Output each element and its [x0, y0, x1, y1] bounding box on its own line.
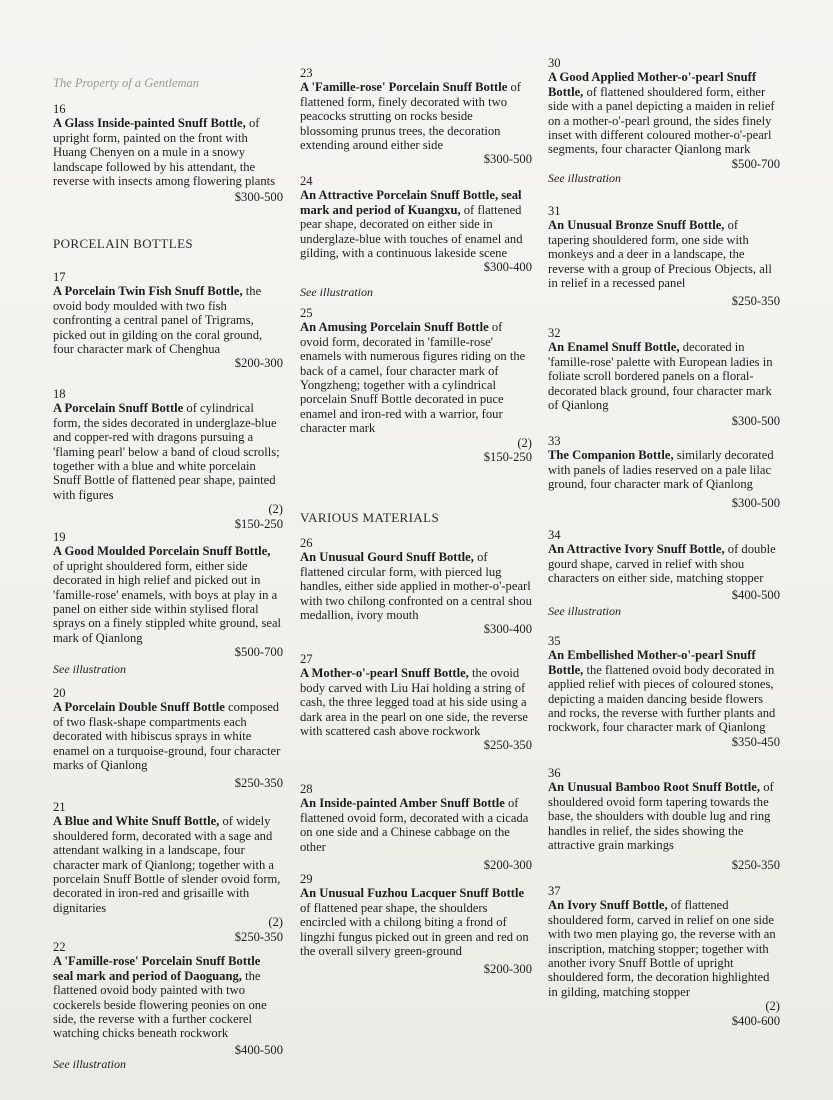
lot-title: A Porcelain Double Snuff Bottle — [53, 700, 225, 715]
lot-description: of tapering shouldered form, one side with monkeys and a deer in a landscape, the reverse with a group of Precious Objects, all in relief in a recessed panel — [548, 218, 772, 291]
lot-estimate: $150-250 — [234, 516, 283, 531]
section-heading-porcelain: PORCELAIN BOTTLES — [53, 236, 194, 251]
lot-number: 26 — [300, 536, 313, 550]
see-illustration-note: See illustration — [53, 661, 126, 676]
lot-26 — [300, 536, 532, 637]
lot-estimate: $500-700 — [234, 645, 283, 660]
lot-quantity: (2) — [268, 915, 283, 930]
lot-description: the ovoid body moulded with two fish confronting a central panel of Trigrams, picked out in gilding on the coral ground, four character mark of Chenghua — [53, 284, 263, 357]
lot-estimate: $250-350 — [731, 858, 780, 873]
lot-description: the flattened ovoid body decorated in applied relief with pieces of coloured stones, depicting a maiden dancing beside flowers and rocks, the reverse with further plants and rockwork, four character mark of Qianlong — [548, 662, 776, 735]
lot-number: 27 — [300, 652, 313, 666]
lot-estimate: $200-300 — [483, 858, 532, 873]
lot-title: An Amusing Porcelain Snuff Bottle — [300, 320, 489, 335]
lot-title: A Mother-o'-pearl Snuff Bottle, — [300, 666, 469, 681]
lot-estimate: $250-350 — [731, 294, 780, 309]
lot-number: 30 — [548, 56, 561, 70]
section-heading-various: VARIOUS MATERIALS — [300, 510, 440, 525]
lot-title: A Good Moulded Porcelain Snuff Bottle, — [53, 544, 271, 559]
lot-description: of ovoid form, decorated in 'famille-rose' enamels with numerous figures riding on the back of a camel, four character mark of Yongzheng; together with a cylindrical porcelain Snuff Bottle decorated in puce enamel and iron-red with a warrior, four character mark — [300, 320, 526, 436]
lot-number: 22 — [53, 940, 66, 954]
lot-title: A 'Famille-rose' Porcelain Snuff Bottle — [300, 80, 508, 95]
lot-description: of flattened ovoid form, decorated with a cicada on one side and a Chinese cabbage on the other — [300, 796, 529, 854]
lot-23 — [300, 66, 532, 167]
lot-number: 36 — [548, 766, 561, 780]
lot-estimate: $300-500 — [731, 414, 780, 429]
lot-title: A 'Famille-rose' Porcelain Snuff Bottle seal mark and period of Daoguang, — [53, 954, 261, 983]
lot-estimate: $150-250 — [483, 450, 532, 465]
lot-37 — [548, 884, 780, 1028]
lot-25 — [300, 306, 532, 464]
lot-title: An Attractive Ivory Snuff Bottle, — [548, 542, 725, 557]
lot-number: 28 — [300, 782, 313, 796]
lot-description: of shouldered ovoid form tapering towards the base, the shoulders with double lug and ring handles in relief, the sides showing the attractive grain markings — [548, 780, 774, 853]
lot-title: A Good Applied Mother-o'-pearl Snuff Bottle, — [548, 70, 757, 99]
lot-estimate: $300-400 — [483, 260, 532, 275]
lot-number: 16 — [53, 102, 66, 116]
lot-number: 20 — [53, 686, 66, 700]
lot-description: of upright form, painted on the front with Huang Chenyen on a mule in a snowy landscape followed by his attendant, the reverse with insects among flowering plants — [53, 116, 276, 189]
lot-title: A Blue and White Snuff Bottle, — [53, 814, 220, 829]
see-illustration-note: See illustration — [548, 604, 621, 619]
lot-title: An Unusual Gourd Snuff Bottle, — [300, 550, 474, 565]
lot-30 — [548, 56, 780, 186]
lot-estimate: $300-500 — [731, 495, 780, 510]
lot-33 — [548, 434, 780, 510]
lot-estimate: $250-350 — [234, 929, 283, 944]
lot-title: A Glass Inside-painted Snuff Bottle, — [53, 116, 246, 131]
lot-number: 37 — [548, 884, 561, 898]
lot-35 — [548, 634, 780, 749]
lot-description: of upright shouldered form, either side decorated in high relief and picked out in 'famille-rose' enamels, with boys at play in a panel on either side within stylised floral sprays on a finely stippled white ground, seal mark of Qianlong — [53, 558, 282, 645]
lot-estimate: $300-500 — [483, 152, 532, 167]
lot-number: 35 — [548, 634, 561, 648]
lot-29 — [300, 872, 532, 977]
lot-number: 18 — [53, 387, 66, 401]
lot-description: the ovoid body carved with Liu Hai holding a string of cash, the three legged toad at his side using a dark area in the pearl on one side, the reverse with scattered cash above rockwork — [300, 666, 528, 739]
lot-18 — [53, 387, 283, 531]
lot-34 — [548, 528, 780, 618]
lot-title: An Unusual Bronze Snuff Bottle, — [548, 218, 725, 233]
lot-estimate: $250-350 — [234, 776, 283, 791]
lot-21 — [53, 800, 283, 944]
lot-title: The Companion Bottle, — [548, 448, 674, 463]
lot-quantity: (2) — [268, 502, 283, 517]
lot-number: 34 — [548, 528, 561, 542]
lot-title: An Attractive Porcelain Snuff Bottle, seal mark and period of Kuangxu, — [300, 188, 522, 217]
lot-32 — [548, 326, 780, 429]
lot-number: 21 — [53, 800, 66, 814]
lot-title: An Enamel Snuff Bottle, — [548, 340, 680, 355]
lot-number: 19 — [53, 530, 66, 544]
lot-estimate: $300-500 — [234, 190, 283, 205]
lot-description: of flattened pear shape, decorated on either side in underglaze-blue with touches of enamel and gilding, with a continuous lakeside scene — [300, 202, 523, 261]
lot-estimate: $400-500 — [234, 1042, 283, 1057]
see-illustration-note: See illustration — [548, 171, 621, 186]
lot-estimate: $250-350 — [483, 738, 532, 753]
lot-quantity: (2) — [517, 435, 532, 450]
lot-title: An Embellished Mother-o'-pearl Snuff Bottle, — [548, 648, 756, 677]
lot-28 — [300, 782, 532, 872]
lot-24 — [300, 174, 532, 299]
lot-19 — [53, 530, 283, 676]
lot-number: 23 — [300, 66, 313, 80]
lot-description: of cylindrical form, the sides decorated in underglaze-blue and copper-red with dragons pursuing a 'flaming pearl' below a band of cloud scrolls; together with a blue and white porcelain Snuff Bottle of flattened pear shape, painted with figures — [53, 401, 280, 502]
lot-22 — [53, 940, 283, 1072]
lot-description: of double gourd shape, carved in relief with shou characters on either side, matching stopper — [548, 542, 776, 586]
lot-36 — [548, 766, 780, 873]
lot-description: the flattened ovoid body painted with two cockerels beside flowering peonies on one side, the reverse with a further cockerel watching chicks beneath rockwork — [53, 968, 267, 1041]
lot-title: An Unusual Bamboo Root Snuff Bottle, — [548, 780, 761, 795]
lot-description: of flattened shouldered form, either side with a panel depicting a maiden in relief on a mother-o'-pearl ground, the sides finely inset with different coloured mother-o'-pearl segments, four character Qianlong mark — [548, 84, 775, 157]
lot-number: 31 — [548, 204, 561, 218]
lot-description: decorated in 'famille-rose' palette with European ladies in foliate scroll bordered panels on a floral-decorated black ground, four character mark of Qianlong — [548, 340, 773, 413]
lot-27 — [300, 652, 532, 753]
lot-number: 29 — [300, 872, 313, 886]
lot-31 — [548, 204, 780, 309]
see-illustration-note: See illustration — [300, 284, 373, 299]
lot-estimate: $400-600 — [731, 1013, 780, 1028]
lot-20 — [53, 686, 283, 791]
lot-17 — [53, 270, 283, 371]
lot-description: composed of two flask-shape compartments each decorated with hibiscus sprays in white enamel on a turquoise-ground, four character marks of Qianlong — [53, 700, 281, 773]
lot-description: of flattened shouldered form, carved in relief on one side with two men playing go, the reverse with an inscription, matching stopper; together with another ivory Snuff Bottle of upright shouldered form, the decoration highlighted in gilding, matching stopper — [548, 898, 776, 999]
lot-title: An Inside-painted Amber Snuff Bottle — [300, 796, 505, 811]
lot-description: of flattened form, finely decorated with two peacocks strutting on rocks beside blossoming prunus trees, the decoration extending around either side — [300, 80, 521, 153]
lot-number: 17 — [53, 270, 66, 284]
lot-estimate: $300-400 — [483, 622, 532, 637]
lot-estimate: $500-700 — [731, 156, 780, 171]
see-illustration-note: See illustration — [53, 1057, 126, 1072]
lot-title: An Ivory Snuff Bottle, — [548, 898, 668, 913]
lot-description: of widely shouldered form, decorated with a sage and attendant walking in a landscape, four character mark of Qianlong; together with a porcelain Snuff Bottle of slender ovoid form, decorated in iron-red and grisaille with dignitaries — [53, 814, 281, 915]
lot-title: An Unusual Fuzhou Lacquer Snuff Bottle — [300, 886, 525, 901]
lot-number: 25 — [300, 306, 313, 320]
provenance-heading: The Property of a Gentleman — [53, 76, 200, 90]
lot-description: similarly decorated with panels of ladies reserved on a pale lilac ground, four character mark of Qianlong — [548, 448, 774, 492]
lot-estimate: $350-450 — [731, 734, 780, 749]
lot-number: 32 — [548, 326, 561, 340]
lot-16 — [53, 102, 283, 205]
lot-description: of flattened circular form, with pierced lug handles, either side applied in mother-o'-pearl with two chilong confronted on a central shou medallion, ivory mouth — [300, 550, 532, 623]
lot-number: 33 — [548, 434, 561, 448]
lot-title: A Porcelain Twin Fish Snuff Bottle, — [53, 284, 243, 299]
lot-estimate: $200-300 — [483, 962, 532, 977]
lot-estimate: $200-300 — [234, 356, 283, 371]
lot-estimate: $400-500 — [731, 587, 780, 602]
lot-quantity: (2) — [765, 999, 780, 1014]
lot-number: 24 — [300, 174, 313, 188]
lot-title: A Porcelain Snuff Bottle — [53, 401, 184, 416]
lot-description: of flattened pear shape, the shoulders encircled with a chilong biting a frond of lingzhi fungus picked out in green and red on the overall silvery green-ground — [300, 900, 529, 959]
